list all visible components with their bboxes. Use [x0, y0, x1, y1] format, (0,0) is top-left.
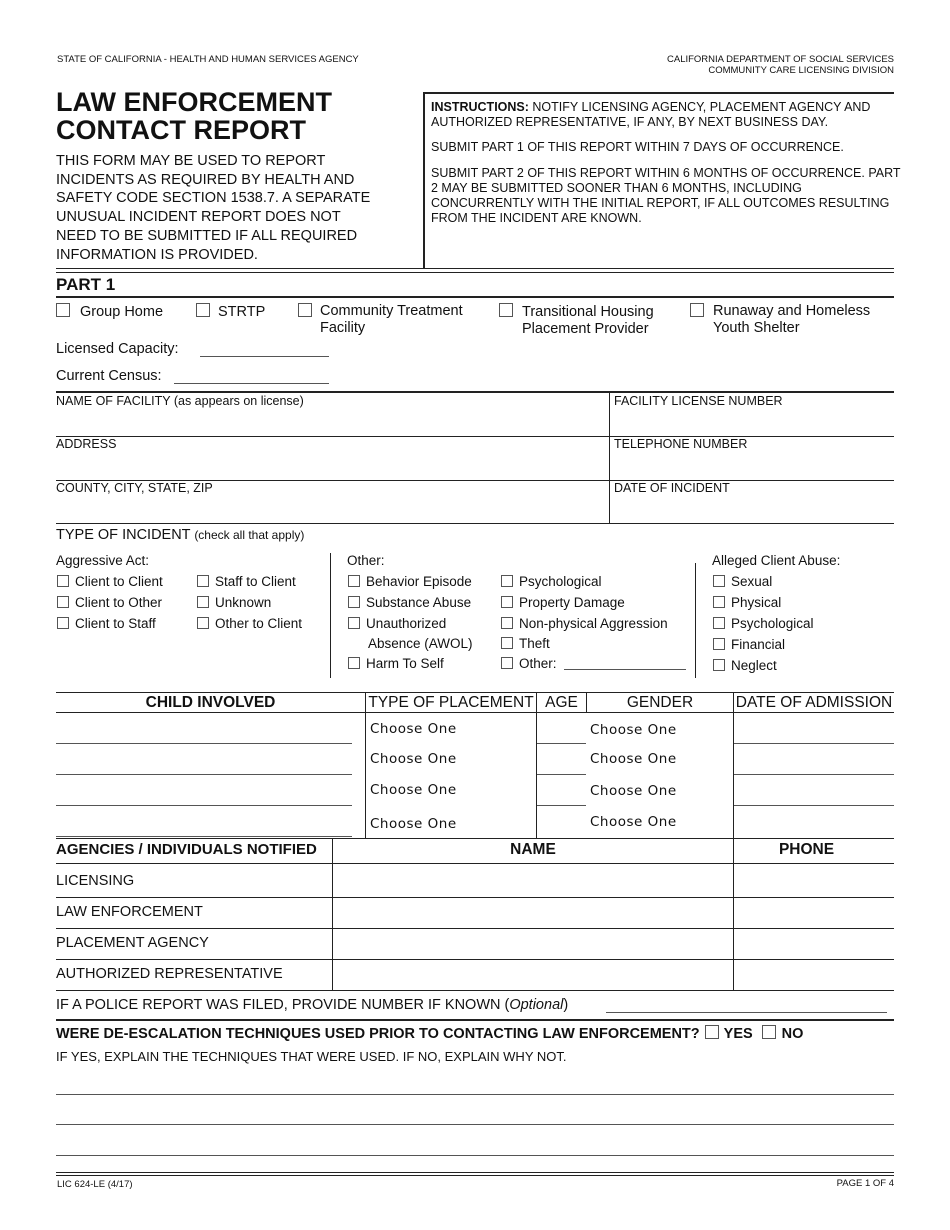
- incident-other-to-client[interactable]: [197, 617, 302, 631]
- incident-property-damage[interactable]: [501, 596, 625, 610]
- law-enforcement-phone-input[interactable]: [735, 899, 893, 926]
- no-label: NO: [781, 1026, 804, 1042]
- date-incident-label: DATE OF INCIDENT: [614, 481, 730, 495]
- aggressive-label: Aggressive Act:: [56, 553, 150, 568]
- label-line: Facility: [320, 320, 366, 336]
- checkbox-icon[interactable]: [57, 596, 69, 608]
- form-title: [56, 88, 332, 144]
- intro-line: INFORMATION IS PROVIDED.: [56, 246, 258, 263]
- checkbox-icon[interactable]: [197, 617, 209, 629]
- yes-label: YES: [723, 1026, 753, 1042]
- checkbox-label: STRTP: [218, 304, 266, 320]
- gender-select[interactable]: Choose One: [590, 722, 677, 738]
- licensed-capacity-input[interactable]: [200, 356, 329, 357]
- intro-line: SAFETY CODE SECTION 1538.7. A SEPARATE: [56, 190, 371, 207]
- checkbox-label: Other to Client: [215, 616, 303, 631]
- abuse-neglect[interactable]: [713, 659, 777, 673]
- telephone-input[interactable]: [611, 451, 894, 479]
- title-line-2: CONTACT REPORT: [56, 115, 306, 145]
- facility-name-label: NAME OF FACILITY (as appears on license): [56, 394, 304, 408]
- checkbox-icon[interactable]: [501, 657, 513, 669]
- part1-title: PART 1: [56, 275, 116, 294]
- header-name: NAME: [510, 841, 556, 858]
- placement-select[interactable]: Choose One: [370, 721, 457, 737]
- intro-line: THIS FORM MAY BE USED TO REPORT: [56, 153, 326, 169]
- checkbox-label: Physical: [731, 595, 782, 610]
- checkbox-icon[interactable]: [501, 637, 513, 649]
- abuse-financial[interactable]: [713, 638, 785, 652]
- checkbox-label: Other:: [519, 656, 557, 671]
- label-line: Runaway and Homeless: [713, 303, 871, 319]
- header-date-of-admission: DATE OF ADMISSION: [735, 694, 893, 711]
- checkbox-label: Sexual: [731, 574, 773, 589]
- instructions-p1: NOTIFY LICENSING AGENCY, PLACEMENT AGENCY AND AUTHORIZED REPRESENTATIVE, IF ANY, BY NEXT BUSINESS DAY.: [431, 100, 871, 130]
- licensed-capacity-label: Licensed Capacity:: [56, 341, 179, 357]
- agency-right-2: COMMUNITY CARE LICENSING DIVISION: [708, 65, 894, 76]
- child-name-input[interactable]: [56, 743, 352, 744]
- checkbox-icon[interactable]: [499, 303, 513, 317]
- facility-strtp[interactable]: [196, 303, 265, 319]
- intro-text: [56, 152, 416, 264]
- checkbox-label: Property Damage: [519, 595, 625, 610]
- police-text: ): [563, 997, 569, 1013]
- child-name-input[interactable]: [56, 805, 352, 806]
- admission-input[interactable]: [734, 743, 894, 744]
- police-report-input[interactable]: [606, 1012, 887, 1013]
- licensing-name-input[interactable]: [334, 865, 732, 895]
- header-agencies: AGENCIES / INDIVIDUALS NOTIFIED: [56, 841, 317, 858]
- police-optional: Optional: [509, 997, 564, 1013]
- yes-checkbox[interactable]: [705, 1025, 719, 1039]
- checkbox-label: Staff to Client: [215, 574, 296, 589]
- checkbox-icon[interactable]: [501, 575, 513, 587]
- placement-select[interactable]: Choose One: [370, 816, 457, 832]
- checkbox-label: Non-physical Aggression: [519, 616, 668, 631]
- incident-client-to-client[interactable]: [57, 575, 163, 589]
- current-census-label: Current Census:: [56, 368, 162, 384]
- checkbox-icon[interactable]: [57, 617, 69, 629]
- deescalation-question-text: WERE DE-ESCALATION TECHNIQUES USED PRIOR TO CONTACTING LAW ENFORCEMENT?: [56, 1026, 700, 1042]
- page-number: PAGE 1 OF 4: [836, 1178, 894, 1189]
- checkbox-label: Theft: [519, 636, 550, 651]
- checkbox-icon[interactable]: [197, 575, 209, 587]
- county-input[interactable]: [56, 495, 608, 523]
- incident-harm-to-self[interactable]: [348, 657, 444, 671]
- header-gender: GENDER: [626, 694, 694, 711]
- checkbox-label: [713, 303, 870, 337]
- authorized-rep-phone-input[interactable]: [735, 961, 893, 989]
- facility-runaway-homeless[interactable]: [690, 303, 871, 336]
- header-child-involved: CHILD INVOLVED: [145, 694, 276, 711]
- incident-awol[interactable]: [348, 617, 446, 631]
- placement-select[interactable]: Choose One: [370, 782, 457, 798]
- child-name-input[interactable]: [56, 836, 352, 837]
- incident-other[interactable]: [501, 657, 557, 671]
- gender-select[interactable]: Choose One: [590, 814, 677, 830]
- checkbox-icon[interactable]: [196, 303, 210, 317]
- checkbox-label: [522, 304, 654, 338]
- checkbox-label: Unauthorized: [366, 616, 447, 631]
- incident-staff-to-client[interactable]: [197, 575, 296, 589]
- age-input[interactable]: [537, 805, 586, 806]
- gender-select[interactable]: Choose One: [590, 783, 677, 799]
- checkbox-label: Financial: [731, 637, 786, 652]
- law-enforcement-name-input[interactable]: [334, 899, 732, 926]
- checkbox-label: Client to Other: [75, 595, 163, 610]
- incident-awol-line2: Absence (AWOL): [368, 636, 473, 651]
- licensing-phone-input[interactable]: [735, 865, 893, 895]
- explanation-line[interactable]: [56, 1124, 894, 1125]
- row-placement-agency: PLACEMENT AGENCY: [56, 935, 209, 951]
- checkbox-label: Client to Client: [75, 574, 163, 589]
- checkbox-icon[interactable]: [348, 596, 360, 608]
- placement-select[interactable]: Choose One: [370, 751, 457, 767]
- incident-client-to-other[interactable]: [57, 596, 162, 610]
- deescalation-explain: IF YES, EXPLAIN THE TECHNIQUES THAT WERE USED. IF NO, EXPLAIN WHY NOT.: [56, 1049, 567, 1064]
- current-census-input[interactable]: [174, 383, 329, 384]
- checkbox-icon[interactable]: [348, 657, 360, 669]
- no-checkbox[interactable]: [762, 1025, 776, 1039]
- license-number-input[interactable]: [611, 407, 894, 435]
- facility-group-home[interactable]: [56, 303, 163, 319]
- incident-title-text: TYPE OF INCIDENT: [56, 527, 191, 543]
- checkbox-label: Unknown: [215, 595, 272, 610]
- header-phone: PHONE: [778, 841, 835, 858]
- county-label: COUNTY, CITY, STATE, ZIP: [56, 481, 213, 495]
- incident-non-physical-aggression[interactable]: [501, 617, 668, 631]
- telephone-label: TELEPHONE NUMBER: [614, 437, 748, 451]
- checkbox-icon[interactable]: [713, 596, 725, 608]
- age-input[interactable]: [537, 774, 586, 775]
- checkbox-icon[interactable]: [348, 575, 360, 587]
- row-authorized-representative: AUTHORIZED REPRESENTATIVE: [56, 966, 283, 982]
- placement-agency-phone-input[interactable]: [735, 930, 893, 957]
- incident-other-input[interactable]: [564, 669, 686, 670]
- police-report-label: [56, 997, 568, 1013]
- checkbox-icon[interactable]: [57, 575, 69, 587]
- intro-line: NEED TO BE SUBMITTED IF ALL REQUIRED: [56, 227, 358, 244]
- abuse-label: Alleged Client Abuse:: [712, 553, 841, 568]
- label-line: Transitional Housing: [522, 304, 654, 320]
- checkbox-icon[interactable]: [690, 303, 704, 317]
- incident-unknown[interactable]: [197, 596, 271, 610]
- checkbox-label: Psychological: [731, 616, 814, 631]
- authorized-rep-name-input[interactable]: [334, 961, 732, 989]
- incident-title: [56, 527, 304, 543]
- age-input[interactable]: [537, 743, 586, 744]
- row-law-enforcement: LAW ENFORCEMENT: [56, 904, 203, 920]
- row-licensing: LICENSING: [56, 873, 135, 889]
- checkbox-icon[interactable]: [713, 659, 725, 671]
- admission-input[interactable]: [734, 805, 894, 806]
- facility-community-treatment[interactable]: [298, 303, 463, 336]
- instructions-label: INSTRUCTIONS:: [431, 100, 529, 114]
- abuse-psychological[interactable]: [713, 617, 814, 631]
- label-line: Community Treatment: [320, 303, 463, 319]
- agency-right-1: CALIFORNIA DEPARTMENT OF SOCIAL SERVICES: [667, 54, 894, 65]
- date-incident-input[interactable]: [611, 495, 894, 523]
- police-text: IF A POLICE REPORT WAS FILED, PROVIDE NUMBER IF KNOWN (: [56, 997, 510, 1013]
- checkbox-icon[interactable]: [56, 303, 70, 317]
- label-line: Youth Shelter: [713, 320, 800, 336]
- address-input[interactable]: [56, 451, 608, 479]
- checkbox-icon[interactable]: [713, 638, 725, 650]
- gender-select[interactable]: Choose One: [590, 751, 677, 767]
- title-line-1: LAW ENFORCEMENT: [56, 87, 332, 117]
- license-number-label: FACILITY LICENSE NUMBER: [614, 394, 783, 408]
- checkbox-label: Harm To Self: [366, 656, 444, 671]
- admission-input[interactable]: [734, 774, 894, 775]
- incident-psychological[interactable]: [501, 575, 602, 589]
- checkbox-icon[interactable]: [501, 596, 513, 608]
- agency-left: STATE OF CALIFORNIA - HEALTH AND HUMAN SERVICES AGENCY: [57, 54, 359, 65]
- address-label: ADDRESS: [56, 437, 117, 451]
- instructions-p3: SUBMIT PART 2 OF THIS REPORT WITHIN 6 MONTHS OF OCCURRENCE. PART 2 MAY BE SUBMITTED SOONER THAN 6 MONTHS, INCLUDING CONCURRENTLY WITH THE INITIAL REPORT, IF ALL OUTCOMES RESULTING FROM THE INCIDENT ARE KNOWN.: [431, 165, 901, 226]
- checkbox-label: Group Home: [80, 304, 164, 320]
- checkbox-label: [320, 303, 463, 337]
- placement-agency-name-input[interactable]: [334, 930, 732, 957]
- label-line: Placement Provider: [522, 321, 649, 337]
- checkbox-label: Psychological: [519, 574, 602, 589]
- child-name-input[interactable]: [56, 774, 352, 775]
- checkbox-icon[interactable]: [501, 617, 513, 629]
- checkbox-icon[interactable]: [348, 617, 360, 629]
- instructions-p2: SUBMIT PART 1 OF THIS REPORT WITHIN 7 DAYS OF OCCURRENCE.: [431, 140, 844, 155]
- deescalation-question: [56, 1025, 803, 1042]
- checkbox-label: Behavior Episode: [366, 574, 472, 589]
- header-age: AGE: [545, 694, 578, 711]
- incident-behavior-episode[interactable]: [348, 575, 472, 589]
- explanation-line[interactable]: [56, 1094, 894, 1095]
- checkbox-icon[interactable]: [713, 617, 725, 629]
- incident-note: (check all that apply): [194, 528, 305, 542]
- intro-line: UNUSUAL INCIDENT REPORT DOES NOT: [56, 209, 341, 226]
- checkbox-label: Neglect: [731, 658, 777, 673]
- incident-client-to-staff[interactable]: [57, 617, 156, 631]
- facility-name-input[interactable]: [56, 407, 608, 435]
- abuse-physical[interactable]: [713, 596, 781, 610]
- explanation-line[interactable]: [56, 1155, 894, 1156]
- checkbox-icon[interactable]: [298, 303, 312, 317]
- facility-transitional-housing[interactable]: [499, 303, 654, 337]
- header-type-of-placement: TYPE OF PLACEMENT: [368, 694, 534, 711]
- checkbox-icon[interactable]: [197, 596, 209, 608]
- other-label: Other:: [347, 553, 385, 568]
- abuse-sexual[interactable]: [713, 575, 772, 589]
- incident-substance-abuse[interactable]: [348, 596, 471, 610]
- intro-line: INCIDENTS AS REQUIRED BY HEALTH AND: [56, 171, 355, 188]
- incident-theft[interactable]: [501, 637, 550, 651]
- instructions-box: [431, 100, 903, 226]
- checkbox-icon[interactable]: [713, 575, 725, 587]
- checkbox-label: Client to Staff: [75, 616, 156, 631]
- checkbox-label: Substance Abuse: [366, 595, 472, 610]
- form-id: LIC 624-LE (4/17): [57, 1179, 133, 1190]
